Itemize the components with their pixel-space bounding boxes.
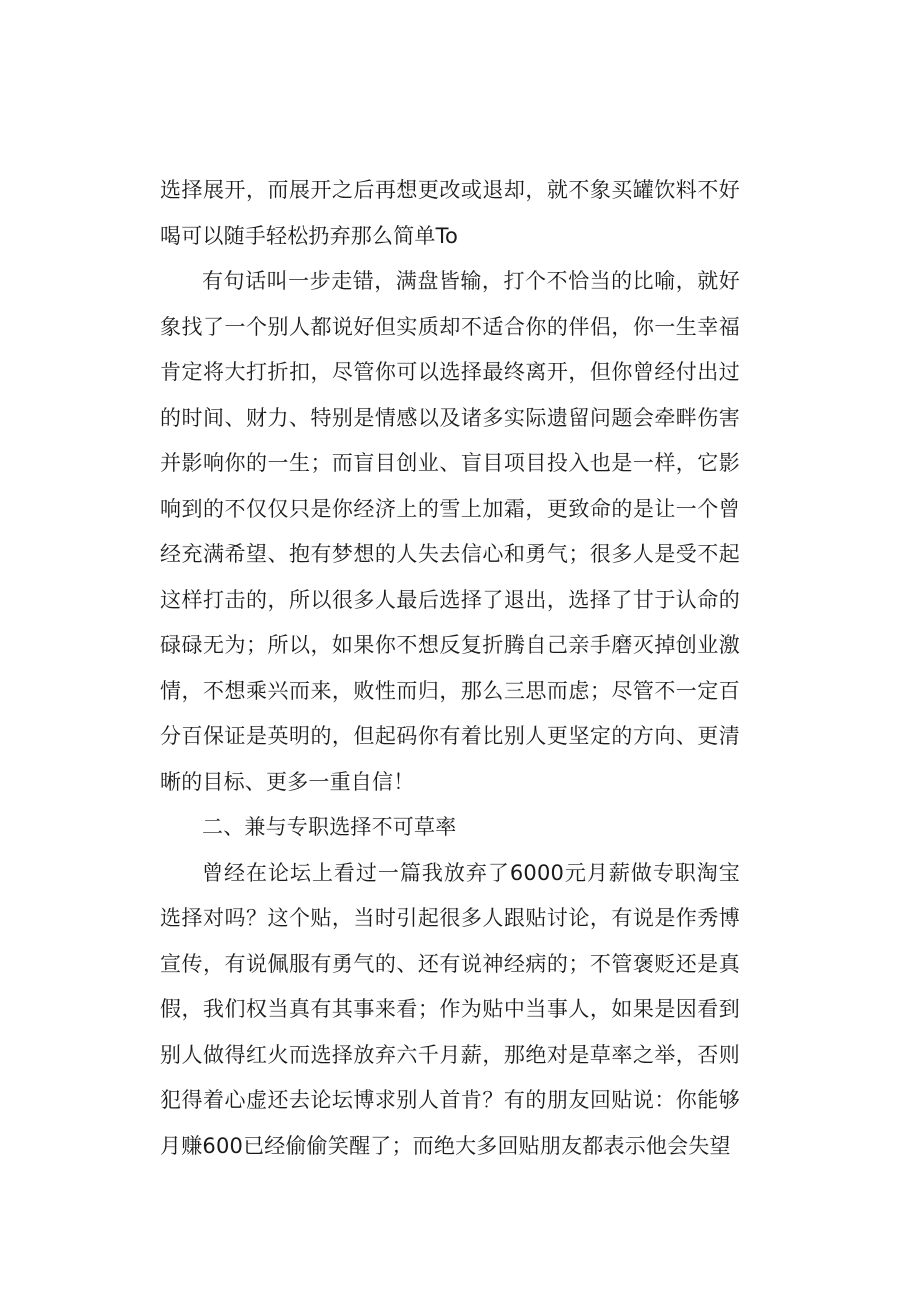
document-body [160, 168, 740, 1169]
paragraph-continuation: 选择展开，而展开之后再想更改或退却，就不象买罐饮料不好喝可以随手轻松扔弃那么简单To [160, 178, 740, 248]
paragraph-analogy: 有句话叫一步走错，满盘皆输，打个不恰当的比喻，就好象找了一个别人都说好但实质却不适合你的伴侣，你一生幸福肯定将大打折扣，尽管你可以选择最终离开，但你曾经付出过的时间、财力、特别是情感以及诸多实际遗留问题会牵畔伤害并影响你的一生；而盲目创业、盲目项目投入也是一样，它影响到的不仅仅只是你经济上的雪上加霜，更致命的是让一个曾经充满希望、抱有梦想的人失去信心和勇气；很多人是受不起这样打击的，所以很多人最后选择了退出，选择了甘于认命的碌碌无为；所以，如果你不想反复折腾自己亲手磨灭掉创业激情，不想乘兴而来，败性而归，那么三思而虑；尽管不一定百分百保证是英明的，但起码你有着比别人更坚定的方向、更清晰的目标、更多一重自信！ [160, 269, 740, 794]
paragraph-forum-story: 曾经在论坛上看过一篇我放弃了6000元月薪做专职淘宝选择对吗？这个贴，当时引起很多人跟贴讨论，有说是作秀博宣传，有说佩服有勇气的、还有说神经病的；不管褒贬还是真假，我们权当真有其事来看；作为贴中当事人，如果是因看到别人做得红火而选择放弃六千月薪，那绝对是草率之举，否则犯得着心虚还去论坛博求别人首肯？有的朋友回贴说：你能够月赚600已经偷偷笑醒了；而绝大多回贴朋友都表示他会失望 [160, 860, 740, 1158]
section-heading: 二、兼与专职选择不可草率 [202, 815, 457, 839]
